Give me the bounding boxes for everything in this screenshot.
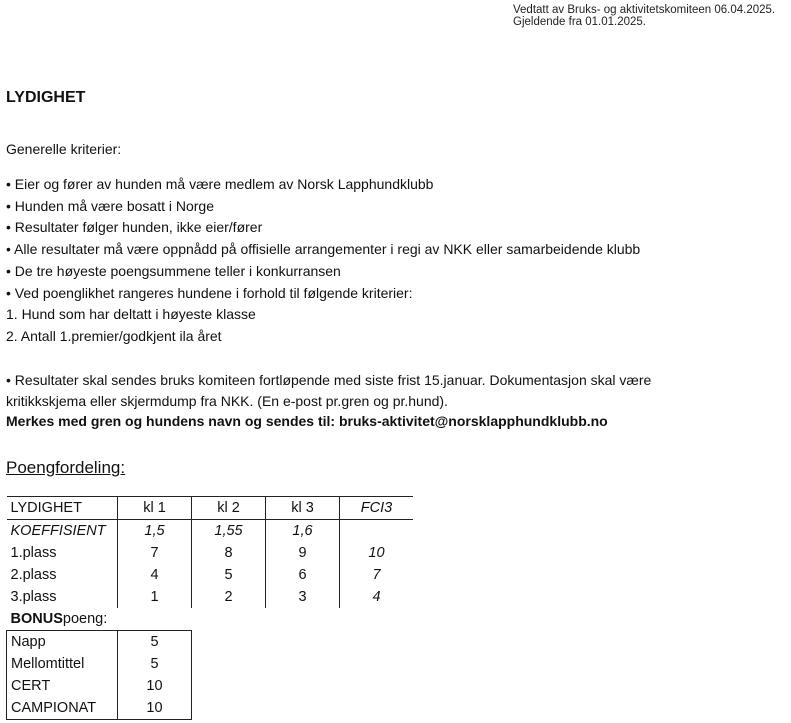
criteria-item: • Hunden må være bosatt i Norge xyxy=(6,197,215,214)
criteria-item: • Eier og fører av hunden må være medlem av Norsk Lapphundklubb xyxy=(6,176,434,192)
table-cell: 5 xyxy=(118,653,192,675)
table-cell: CAMPIONAT xyxy=(7,697,118,720)
table-cell: 1,5 xyxy=(118,520,192,543)
table-cell: 3.plass xyxy=(10,589,57,605)
header-cell: kl 3 xyxy=(266,497,340,520)
table-row xyxy=(7,697,414,720)
adoption-note-line1: Vedtatt av Bruks- og aktivitetskomiteen 06.04.2025. xyxy=(513,4,776,16)
criteria-item: • De tre høyeste poengsummene teller i konkurransen xyxy=(6,262,341,279)
criteria-list xyxy=(6,174,640,348)
table-row xyxy=(7,586,414,608)
table-row xyxy=(7,675,414,697)
criteria-item: • Alle resultater må være oppnådd på offisielle arrangementer i regi av NKK eller samarbeidende klubb xyxy=(6,241,641,258)
table-cell: 2.plass xyxy=(10,567,57,583)
header-cell: kl 2 xyxy=(192,497,266,520)
table-cell: KOEFFISIENT xyxy=(10,523,106,539)
submission-note-line2: kritikkskjema eller skjermdump fra NKK. (En e-post pr.gren og pr.hund). xyxy=(6,392,448,409)
table-row xyxy=(7,542,414,564)
adoption-note xyxy=(513,4,775,28)
submission-note xyxy=(6,370,766,432)
bonus-heading-row xyxy=(7,608,414,631)
table-cell: 7 xyxy=(340,564,414,586)
header-cell: FCI3 xyxy=(340,497,414,520)
table-cell: 1,55 xyxy=(192,520,266,543)
table-cell: 4 xyxy=(118,564,192,586)
points-section-title: Poengfordeling: xyxy=(6,458,126,477)
submission-note-line1: • Resultater skal sendes bruks komiteen fortløpende med siste frist 15.januar. Dokumentasjon skal være xyxy=(6,372,652,388)
table-header-row xyxy=(7,497,414,520)
table-cell: Napp xyxy=(7,631,118,654)
table-cell: 9 xyxy=(266,542,340,564)
table-cell: 8 xyxy=(192,542,266,564)
header-cell: kl 1 xyxy=(118,497,192,520)
table-cell: Mellomtittel xyxy=(7,653,118,675)
table-cell: 3 xyxy=(266,586,340,608)
table-cell: 10 xyxy=(340,542,414,564)
table-cell: 7 xyxy=(118,542,192,564)
table-cell: 1,6 xyxy=(266,520,340,543)
bonus-heading-rest: poeng: xyxy=(62,611,108,627)
table-cell: 5 xyxy=(118,631,192,654)
criteria-item: 1. Hund som har deltatt i høyeste klasse xyxy=(6,306,256,323)
header-cell: LYDIGHET xyxy=(7,497,118,520)
table-cell: 5 xyxy=(192,564,266,586)
page-title: LYDIGHET xyxy=(6,89,86,106)
criteria-item: • Ved poenglikhet rangeres hundene i forhold til følgende kriterier: xyxy=(6,284,413,301)
table-cell: 10 xyxy=(118,697,192,720)
table-cell: CERT xyxy=(7,675,118,697)
table-cell: 1.plass xyxy=(10,545,57,561)
table-row xyxy=(7,631,414,654)
criteria-item: 2. Antall 1.premier/godkjent ila året xyxy=(6,327,222,344)
table-cell: 1 xyxy=(118,586,192,608)
criteria-heading: Generelle kriterier: xyxy=(6,141,122,157)
table-cell: 4 xyxy=(340,586,414,608)
adoption-note-line2: Gjeldende fra 01.01.2025. xyxy=(513,16,646,28)
criteria-item: • Resultater følger hunden, ikke eier/fører xyxy=(6,219,263,236)
table-cell: 2 xyxy=(192,586,266,608)
submission-email-line: Merkes med gren og hundens navn og sendes til: bruks-aktivitet@norsklapphundklubb.no xyxy=(6,413,608,429)
table-cell: 10 xyxy=(118,675,192,697)
points-table xyxy=(6,496,413,720)
table-cell: 6 xyxy=(266,564,340,586)
bonus-heading-bold: BONUS xyxy=(10,611,63,627)
table-row xyxy=(7,653,414,675)
table-row xyxy=(7,520,414,543)
table-cell xyxy=(340,520,414,543)
bonus-heading xyxy=(7,608,192,631)
table-row xyxy=(7,564,414,586)
